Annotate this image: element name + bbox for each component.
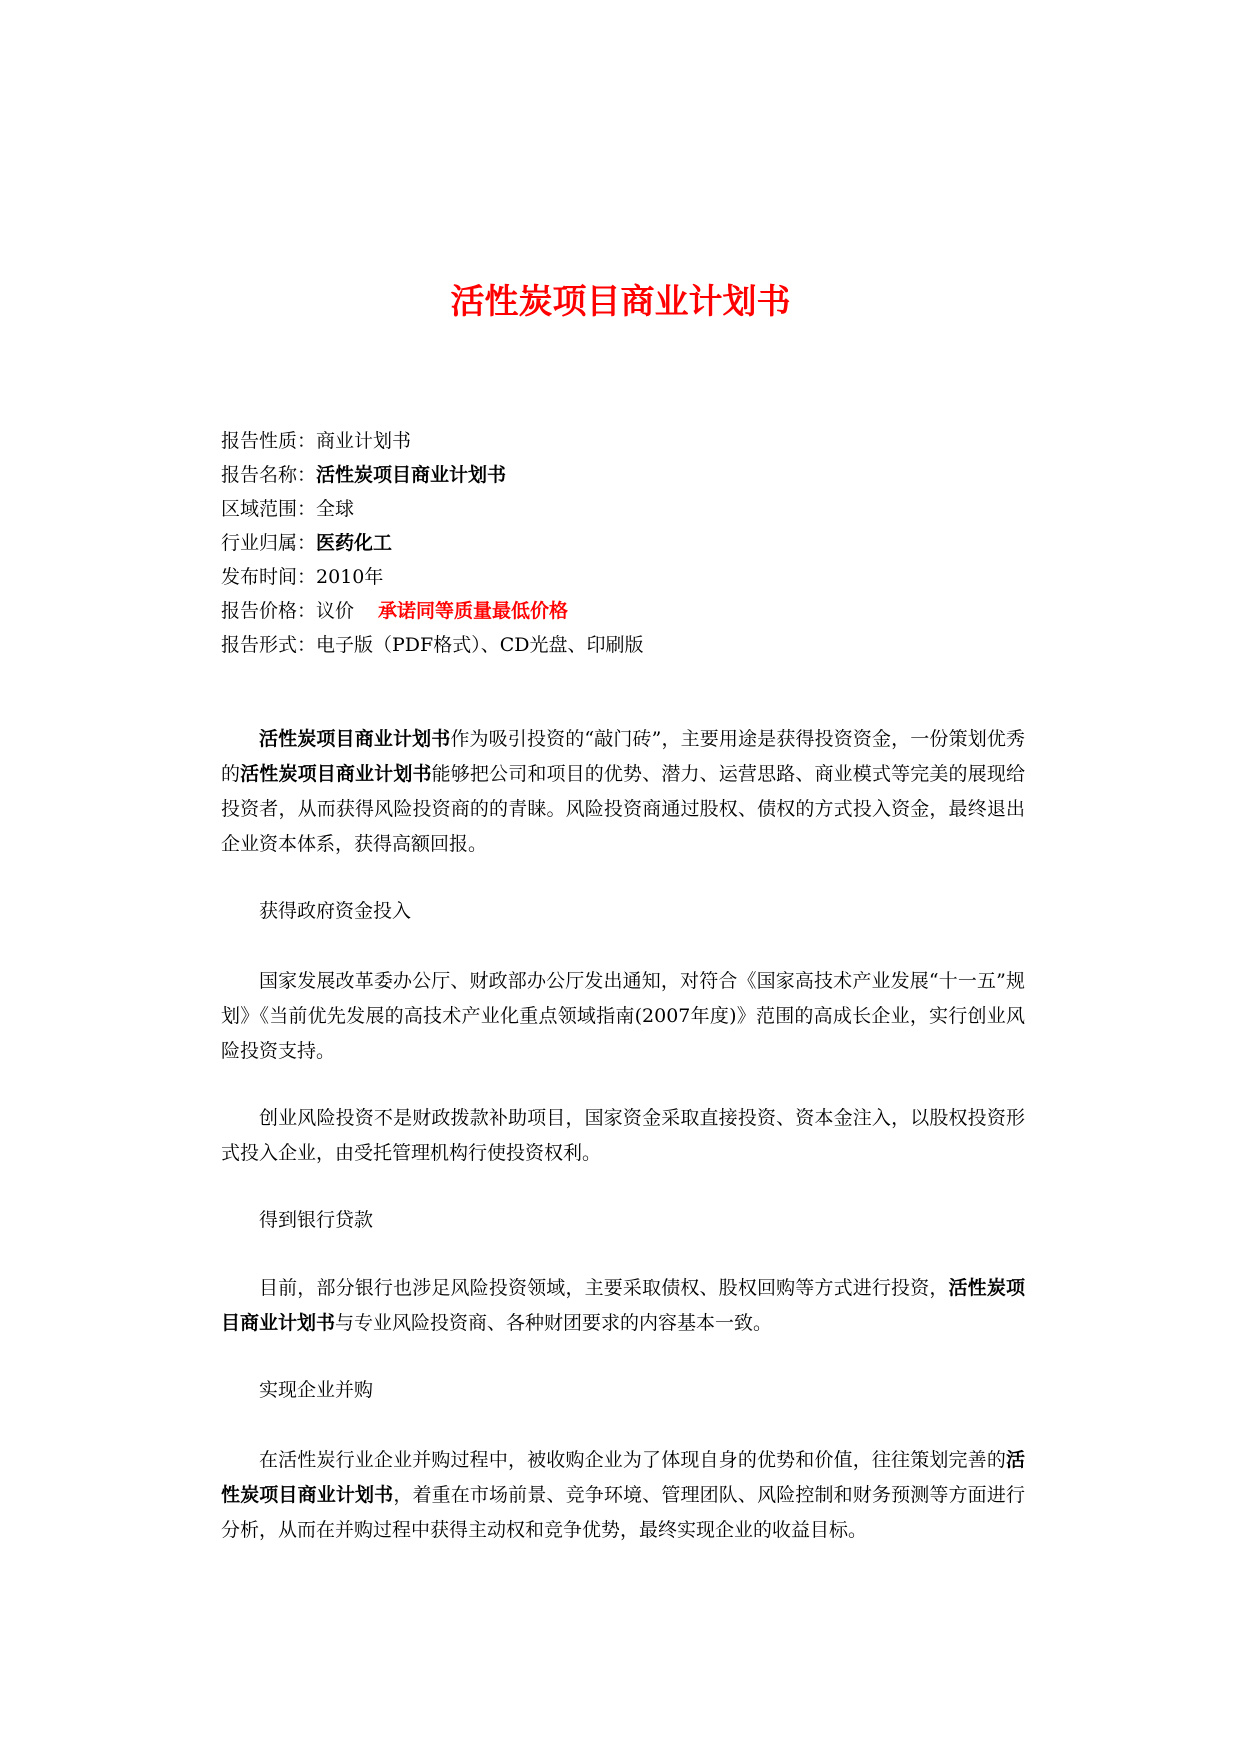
plan-name-bold: 活性炭项目商业计划书: [221, 1277, 1025, 1334]
section-heading-bank-loan: 得到银行贷款: [259, 1209, 374, 1231]
merger-text: 在活性炭行业企业并购过程中，被收购企业为了体现自身的优势和价值，往往策划完善的: [259, 1449, 1006, 1471]
plan-name-bold: 活性炭项目商业计划书: [240, 763, 432, 785]
merger-paragraph: [221, 1443, 1025, 1548]
report-meta-list: [221, 424, 1041, 662]
meta-label: 报告形式：: [221, 634, 317, 656]
bank-loan-text: 与专业风险投资商、各种财团要求的内容基本一致。: [335, 1312, 773, 1334]
plan-name-bold: 活性炭项目商业计划书: [221, 1449, 1025, 1506]
meta-row-nature: [221, 424, 1041, 458]
meta-value: 电子版（PDF格式）、CD光盘、印刷版: [316, 634, 644, 656]
intro-text: 能够把公司和项目的优势、潜力、运营思路、商业模式等完美的展现给投资者，从而获得风险投资商的的青睐。风险投资商通过股权、债权的方式投入资金，最终退出企业资本体系，获得高额回报。: [221, 763, 1025, 855]
meta-label: 报告性质：: [221, 430, 317, 452]
meta-label: 行业归属：: [221, 532, 317, 554]
government-funding-paragraph: 国家发展改革委办公厅、财政部办公厅发出通知，对符合《国家高技术产业发展“十一五”规划》《当前优先发展的高技术产业化重点领域指南(2007年度)》范围的高成长企业，实行创业风险投资支持。: [221, 970, 1025, 1062]
meta-row-industry: [221, 526, 1041, 560]
meta-value: 议价: [316, 600, 355, 622]
document-title: 活性炭项目商业计划书: [450, 282, 791, 322]
bank-loan-text: 目前，部分银行也涉足风险投资领域，主要采取债权、股权回购等方式进行投资，: [259, 1277, 949, 1299]
meta-label: 报告名称：: [221, 464, 317, 486]
meta-row-date: [221, 560, 1041, 594]
meta-row-format: [221, 628, 1041, 662]
meta-label: 报告价格：: [221, 600, 317, 622]
meta-value: 医药化工: [316, 532, 393, 554]
meta-value: 全球: [316, 498, 355, 520]
intro-text: 作为吸引投资的“敲门砖”，主要用途是获得投资资金，一份策划优秀的: [221, 728, 1025, 785]
meta-row-region: [221, 492, 1041, 526]
intro-paragraph: [221, 722, 1025, 862]
bank-loan-paragraph: [221, 1271, 1025, 1341]
section-heading-government-funding: 获得政府资金投入: [259, 900, 412, 922]
meta-label: 区域范围：: [221, 498, 317, 520]
merger-text: ，着重在市场前景、竞争环境、管理团队、风险控制和财务预测等方面进行分析，从而在并购过程中获得主动权和竞争优势，最终实现企业的收益目标。: [221, 1484, 1025, 1541]
plan-name-bold: 活性炭项目商业计划书: [259, 728, 451, 750]
price-promise: 承诺同等质量最低价格: [378, 600, 569, 622]
meta-value: 2010年: [316, 566, 384, 588]
meta-label: 发布时间：: [221, 566, 317, 588]
meta-value: 活性炭项目商业计划书: [316, 464, 507, 486]
meta-value: 商业计划书: [316, 430, 412, 452]
meta-row-name: [221, 458, 1041, 492]
section-heading-merger: 实现企业并购: [259, 1379, 374, 1401]
meta-row-price: [221, 594, 1041, 628]
venture-investment-paragraph: 创业风险投资不是财政拨款补助项目，国家资金采取直接投资、资本金注入，以股权投资形式投入企业，由受托管理机构行使投资权利。: [221, 1107, 1025, 1164]
